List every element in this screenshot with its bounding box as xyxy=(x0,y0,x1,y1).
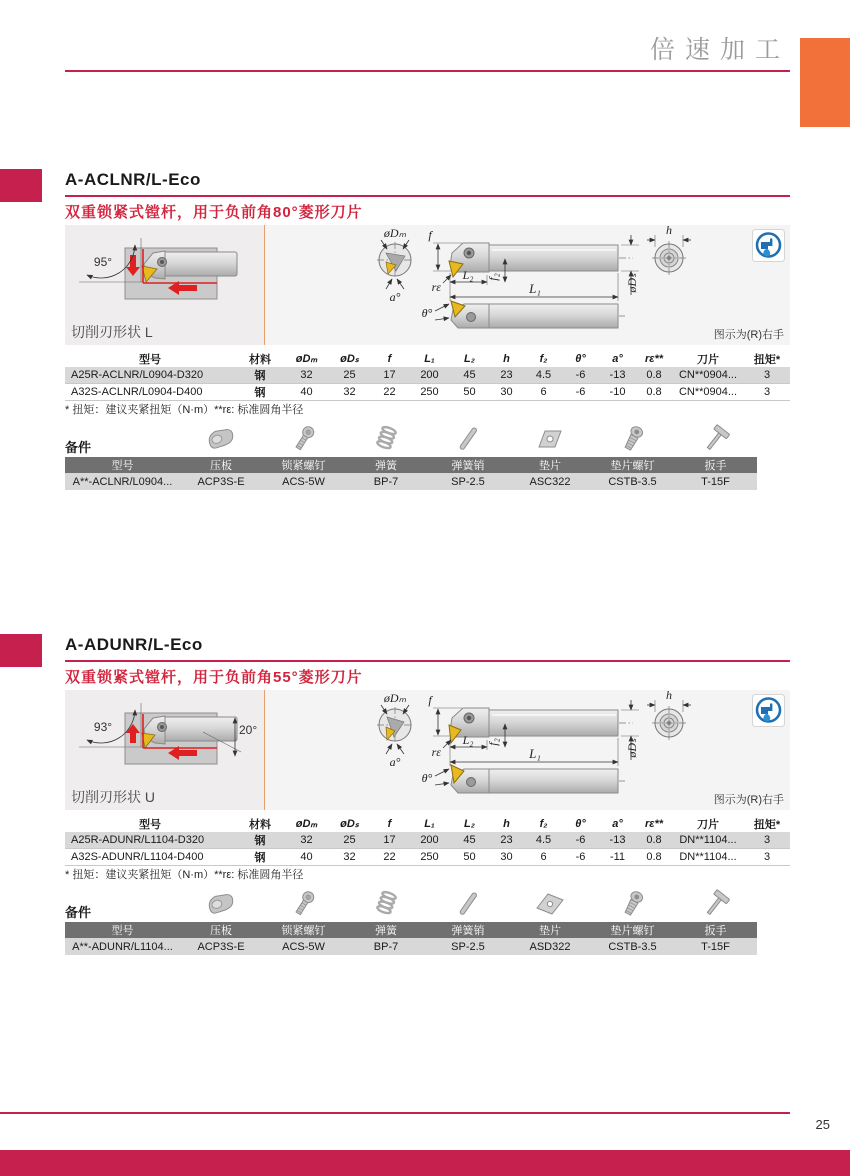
spare-spring: BP-7 xyxy=(345,938,427,955)
f2-label: f₂ xyxy=(486,273,500,281)
col-f2: f₂ xyxy=(539,817,548,830)
spec-row xyxy=(65,849,790,866)
clamp-icon xyxy=(204,889,238,919)
section-adunr xyxy=(65,633,790,965)
cell-f2: 6 xyxy=(540,851,547,863)
spec-row xyxy=(65,832,790,849)
spare-header-row xyxy=(65,922,757,938)
cell-l1: 250 xyxy=(420,851,439,863)
clamp-icon xyxy=(204,424,238,454)
cell-l1: 200 xyxy=(408,367,451,384)
section-title-rule xyxy=(65,195,790,197)
cutting-shape-label: 切削刃形状 L xyxy=(71,324,153,340)
col-theta: θ° xyxy=(575,352,586,365)
section-aclnr xyxy=(65,168,790,500)
spare-col-clamp: 压板 xyxy=(180,457,262,473)
dm-label: øDₘ xyxy=(383,226,407,240)
cell-h: 23 xyxy=(488,367,525,384)
spec-header-row xyxy=(65,815,790,832)
col-l2: L₂ xyxy=(464,352,475,365)
spare-clamp: ACP3S-E xyxy=(180,473,262,490)
col-f: f xyxy=(387,352,392,365)
spare-col-wrench: 扳手 xyxy=(674,457,757,473)
col-h: h xyxy=(503,352,510,365)
col-material: 材料 xyxy=(249,818,271,831)
cell-ds: 25 xyxy=(328,367,371,384)
hand-note: 图示为(R)右手 xyxy=(713,329,784,341)
spare-col-wrench: 扳手 xyxy=(674,922,757,938)
h-label: h xyxy=(666,225,672,237)
cell-l2: 50 xyxy=(463,851,476,863)
spare-spring: BP-7 xyxy=(345,473,427,490)
cell-material: 钢 xyxy=(254,852,266,864)
col-a: a° xyxy=(612,817,623,830)
cell-theta: -6 xyxy=(562,367,599,384)
spare-lock-screw: ACS-5W xyxy=(262,473,345,490)
orange-edge-tab xyxy=(800,38,850,127)
spare-header-row xyxy=(65,457,757,473)
spare-wrench: T-15F xyxy=(674,473,757,490)
cutting-shape-label: 切削刃形状 U xyxy=(71,789,155,805)
l1-label: L₁ xyxy=(529,746,541,761)
spare-shim-screw: CSTB-3.5 xyxy=(591,938,674,955)
cell-re: 0.8 xyxy=(636,367,672,384)
f-label: f xyxy=(428,228,432,242)
cell-ds: 32 xyxy=(343,851,356,863)
cell-f: 22 xyxy=(383,851,396,863)
section-subtitle: 双重锁紧式镗杆，用于负前角80°菱形刀片 xyxy=(65,204,363,221)
header-rule xyxy=(65,70,790,72)
re-label: rε xyxy=(431,745,441,759)
col-l1: L₁ xyxy=(424,817,435,830)
rake-angle-label: a° xyxy=(389,290,401,304)
hand-note: 图示为(R)右手 xyxy=(713,794,784,806)
coolant-icon xyxy=(752,229,785,262)
col-insert: 刀片 xyxy=(697,818,719,831)
lock-screw-icon xyxy=(287,424,321,454)
spare-data-row xyxy=(65,473,757,490)
spare-model: A**-ACLNR/L0904... xyxy=(65,473,180,490)
cell-torque: 3 xyxy=(763,386,771,398)
spare-col-shim-screw: 垫片螺钉 xyxy=(591,457,674,473)
spring-icon xyxy=(369,889,403,919)
spare-col-shim: 垫片 xyxy=(509,922,591,938)
diagram-panel xyxy=(65,225,790,345)
spare-col-spring-pin: 弹簧销 xyxy=(427,457,509,473)
spare-col-spring: 弹簧 xyxy=(345,457,427,473)
dimension-drawing xyxy=(265,690,790,810)
bottom-bar xyxy=(0,1150,850,1176)
cell-l1: 250 xyxy=(420,386,439,398)
wrench-icon xyxy=(699,424,733,454)
cell-insert: DN**1104... xyxy=(679,851,737,863)
page-number: 25 xyxy=(815,1117,830,1132)
theta-label: θ° xyxy=(421,771,433,785)
spare-shim-screw: CSTB-3.5 xyxy=(591,473,674,490)
col-ds: øDₛ xyxy=(340,353,359,365)
spare-spring-pin: SP-2.5 xyxy=(427,938,509,955)
cell-dm: 40 xyxy=(300,851,313,863)
col-re: rε** xyxy=(644,352,664,365)
cell-re: 0.8 xyxy=(646,851,662,863)
spare-col-model: 型号 xyxy=(65,457,180,473)
col-l2: L₂ xyxy=(464,817,475,830)
spare-col-lock-screw: 锁紧螺钉 xyxy=(262,922,345,938)
l2-label: L₂ xyxy=(462,268,474,282)
col-insert: 刀片 xyxy=(697,353,719,366)
spare-col-shim-screw: 垫片螺钉 xyxy=(591,922,674,938)
spare-col-clamp: 压板 xyxy=(180,922,262,938)
section-title: A-ADUNR/L-Eco xyxy=(65,635,203,654)
cell-a: -11 xyxy=(609,851,626,863)
col-dm: øDₘ xyxy=(295,818,318,830)
spare-col-shim: 垫片 xyxy=(509,457,591,473)
spring-icon xyxy=(369,424,403,454)
shim-icon xyxy=(533,889,567,919)
spare-parts-table xyxy=(65,420,757,490)
cell-a: -13 xyxy=(599,832,636,849)
section-edge-tab xyxy=(0,169,42,202)
table-footnote: * 扭矩：建议夹紧扭矩（N·m）**rε: 标准圆角半径 xyxy=(65,869,304,881)
col-dm: øDₘ xyxy=(295,353,318,365)
main-angle-label: 93° xyxy=(93,720,113,734)
ds-label: øDₛ xyxy=(625,738,639,758)
tool-dimension-drawing xyxy=(265,225,790,345)
cell-f: 22 xyxy=(383,386,396,398)
lock-screw-icon xyxy=(287,889,321,919)
cell-h: 23 xyxy=(488,832,525,849)
cell-h: 30 xyxy=(500,386,513,398)
spare-clamp: ACP3S-E xyxy=(180,938,262,955)
cell-ds: 25 xyxy=(328,832,371,849)
cell-dm: 32 xyxy=(285,367,328,384)
col-material: 材料 xyxy=(249,353,271,366)
ds-label: øDₛ xyxy=(625,273,639,293)
spring-pin-icon xyxy=(451,889,485,919)
spare-wrench: T-15F xyxy=(674,938,757,955)
spare-col-lock-screw: 锁紧螺钉 xyxy=(262,457,345,473)
section-title-rule xyxy=(65,660,790,662)
cell-dm: 40 xyxy=(300,386,313,398)
col-ds: øDₛ xyxy=(340,818,359,830)
col-model: 型号 xyxy=(139,353,161,366)
second-angle-label: 20° xyxy=(239,723,258,737)
col-theta: θ° xyxy=(575,817,586,830)
dm-label: øDₘ xyxy=(383,691,407,705)
wrench-icon xyxy=(699,889,733,919)
spare-icons-row xyxy=(65,420,757,457)
cell-f2: 4.5 xyxy=(525,832,562,849)
col-torque: 扭矩* xyxy=(753,353,781,366)
spares-label: 备件 xyxy=(65,905,92,920)
l2-label: L₂ xyxy=(462,733,474,747)
col-a: a° xyxy=(612,352,623,365)
f-label: f xyxy=(428,693,432,707)
cell-h: 30 xyxy=(500,851,513,863)
cell-re: 0.8 xyxy=(636,832,672,849)
cell-model: A25R-ACLNR/L0904-D320 xyxy=(65,367,235,384)
cell-theta: -6 xyxy=(575,851,586,863)
h-label: h xyxy=(666,690,672,702)
cell-insert: CN**0904... xyxy=(672,367,744,384)
f2-label: f₂ xyxy=(486,738,500,746)
cell-f: 17 xyxy=(371,832,408,849)
spare-col-spring-pin: 弹簧销 xyxy=(427,922,509,938)
tool-dimension-drawing xyxy=(265,690,790,810)
spares-label: 备件 xyxy=(65,440,92,455)
coolant-icon xyxy=(752,694,785,727)
cell-a: -10 xyxy=(609,386,626,398)
theta-label: θ° xyxy=(421,306,433,320)
section-edge-tab xyxy=(0,634,42,667)
spec-table xyxy=(65,815,790,866)
cell-f2: 4.5 xyxy=(525,367,562,384)
cell-f: 17 xyxy=(371,367,408,384)
cell-a: -13 xyxy=(599,367,636,384)
spec-row xyxy=(65,384,790,401)
cell-model: A32S-ADUNR/L1104-D400 xyxy=(71,851,204,863)
col-f: f xyxy=(387,817,392,830)
cell-re: 0.8 xyxy=(646,386,662,398)
footer-rule xyxy=(0,1112,790,1114)
spare-col-spring: 弹簧 xyxy=(345,922,427,938)
spare-model: A**-ADUNR/L1104... xyxy=(65,938,180,955)
spare-data-row xyxy=(65,938,757,955)
shim-icon xyxy=(533,424,567,454)
re-label: rε xyxy=(431,280,441,294)
section-subtitle: 双重锁紧式镗杆，用于负前角55°菱形刀片 xyxy=(65,669,363,686)
spare-icons-row xyxy=(65,885,757,922)
cell-material: 钢 xyxy=(235,832,285,849)
col-torque: 扭矩* xyxy=(753,818,781,831)
cell-model: A32S-ACLNR/L0904-D400 xyxy=(71,386,203,398)
cell-theta: -6 xyxy=(575,386,586,398)
spare-col-model: 型号 xyxy=(65,922,180,938)
spare-spring-pin: SP-2.5 xyxy=(427,473,509,490)
cell-torque: 3 xyxy=(744,832,790,849)
spare-shim: ASC322 xyxy=(509,473,591,490)
cell-l2: 50 xyxy=(463,386,476,398)
page-header-title: 倍速加工 xyxy=(649,36,790,64)
cell-torque: 3 xyxy=(763,851,771,863)
spec-table xyxy=(65,350,790,401)
cell-torque: 3 xyxy=(744,367,790,384)
col-h: h xyxy=(503,817,510,830)
col-l1: L₁ xyxy=(424,352,435,365)
col-re: rε** xyxy=(644,817,664,830)
rake-angle-label: a° xyxy=(389,755,401,769)
cell-l2: 45 xyxy=(451,367,488,384)
cell-l1: 200 xyxy=(408,832,451,849)
table-footnote: * 扭矩：建议夹紧扭矩（N·m）**rε: 标准圆角半径 xyxy=(65,404,304,416)
spec-header-row xyxy=(65,350,790,367)
cell-f2: 6 xyxy=(540,386,547,398)
l1-label: L₁ xyxy=(529,281,541,296)
dimension-drawing xyxy=(265,225,790,345)
cell-insert: CN**0904... xyxy=(678,386,738,398)
spare-shim: ASD322 xyxy=(509,938,591,955)
shim-screw-icon xyxy=(616,889,650,919)
main-angle-label: 95° xyxy=(93,255,113,269)
cell-l2: 45 xyxy=(451,832,488,849)
cell-material: 钢 xyxy=(235,367,285,384)
cell-theta: -6 xyxy=(562,832,599,849)
section-title: A-ACLNR/L-Eco xyxy=(65,170,201,189)
spare-parts-table xyxy=(65,885,757,955)
cell-material: 钢 xyxy=(254,387,266,399)
cell-insert: DN**1104... xyxy=(672,832,744,849)
cell-model: A25R-ADUNR/L1104-D320 xyxy=(65,832,235,849)
spring-pin-icon xyxy=(451,424,485,454)
spare-lock-screw: ACS-5W xyxy=(262,938,345,955)
col-model: 型号 xyxy=(139,818,161,831)
shim-screw-icon xyxy=(616,424,650,454)
spec-row xyxy=(65,367,790,384)
cell-ds: 32 xyxy=(343,386,356,398)
diagram-panel xyxy=(65,690,790,810)
cell-dm: 32 xyxy=(285,832,328,849)
col-f2: f₂ xyxy=(539,352,548,365)
